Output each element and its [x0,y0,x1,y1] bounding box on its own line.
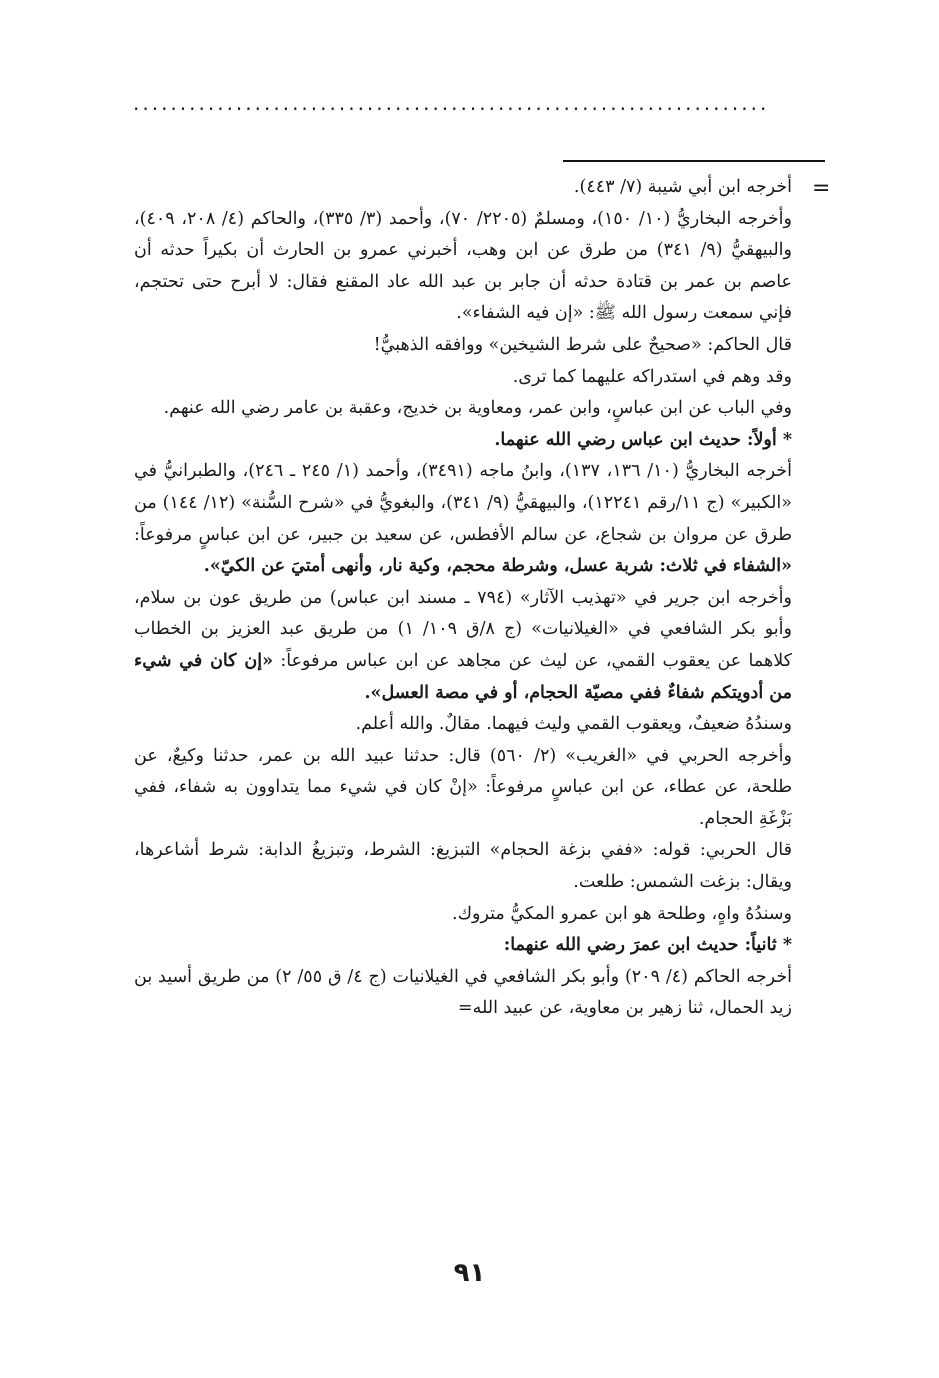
paragraph: وسندُهُ واهٍ، وطلحة هو ابن عمرو المكيُّ متروك. [452,903,792,924]
footnote-body [134,172,792,1232]
paragraph: أخرجه الحاكم (٤/ ٢٠٩) وأبو بكر الشافعي في الغيلانيات (ج ٤/ ق ٥٥/ ٢) من طريق أسيد بن زيد الحمال، ثنا زهير بن معاوية، عن عبيد الله= [134,966,792,1019]
continuation-mark: = [812,176,831,201]
hadith-text: «إن كان في شيء من أدويتكم شفاءٌ ففي مصيّة الحجام، أو في مصة العسل». [134,650,792,703]
footnote-line: وقد وهم في استدراكه عليهما كما ترى. [512,366,792,387]
hadith-text: «الشفاء في ثلاث: شربة عسل، وشرطة محجم، وكية نار، وأنهى أمتيَ عن الكيّ». [203,556,792,577]
paragraph: وسندُهُ ضعيفٌ، ويعقوب القمي وليث فيهما. مقالٌ. والله أعلم. [355,714,792,735]
footnote-line: أخرجه ابن أبي شيبة (٧/ ٤٤٣). [573,177,792,197]
paragraph: وأخرجه الحربي في «الغريب» (٢/ ٥٦٠) قال: حدثنا عبيد الله بن عمر، حدثنا وكيعٌ، عن طلحة، عن عطاء، عن ابن عباسٍ مرفوعاً: «إنْ كان في شيء مما يتداوون به شفاء، ففي بَزْغَةِ الحجام. [134,745,792,829]
section-heading-ibn-umar: * ثانياً: حديث ابن عمرَ رضي الله عنهما: [503,935,792,956]
paragraph: قال الحربي: قوله: «ففي بزغة الحجام» التبزيغ: الشرط، وتبزيغُ الدابة: شرط أشاعرها، ويقال: بزغت الشمس: طلعت. [134,840,792,893]
footnote-rule [563,160,825,162]
page-number: ٩١ [453,1258,486,1288]
paragraph: وأخرجه ابن جرير في «تهذيب الآثار» (٧٩٤ ـ مسند ابن عباس) من طريق عون بن سلام، وأبو بكر الشافعي في «الغيلانيات» (ج ٨/ق ١٠٩/ ١) من طريق عبد العزيز بن الخطاب كلاهما عن يعقوب القمي، عن ليث عن مجاهد عن ابن عباس مرفوعاً: «إن كان في شيء من أدويتكم شفاءٌ ففي مصيّة الحجام، أو في مصة العسل». [134,587,792,703]
paragraph: أخرجه البخاريُّ (١٠/ ١٣٦، ١٣٧)، وابنُ ماجه (٣٤٩١)، وأحمد (١/ ٢٤٥ ـ ٢٤٦)، والطبرانيُّ في «الكبير» (ج ١١/رقم ١٢٢٤١)، والبيهقيُّ (٩/ ٣٤١)، والبغويُّ في «شرح السُّنة» (١٢/ ١٤٤) من طرق عن مروان بن شجاع، عن سالم الأفطس، عن سعيد بن جبير، عن ابن عباسٍ مرفوعاً: «الشفاء في ثلاث: شربة عسل، وشرطة محجم، وكية نار، وأنهى أمتيَ عن الكيّ». [134,461,792,577]
section-heading-ibn-abbas: * أولاً: حديث ابن عباس رضي الله عنهما. [494,429,792,450]
footnote-line: قال الحاكم: «صحيحٌ على شرط الشيخين» ووافقه الذهبيُّ! [373,334,792,355]
footnote-line: وأخرجه البخاريُّ (١٠/ ١٥٠)، ومسلمٌ (٢٢٠٥/ ٧٠)، وأحمد (٣/ ٣٣٥)، والحاكم (٤/ ٢٠٨، ٤٠٩)، والبيهقيُّ (٩/ ٣٤١) من طرق عن ابن وهب، أخبرني عمرو بن الحارث أن بكيراً حدثه أن عاصم بن عمر بن قتادة حدثه أن جابر بن عبد الله عاد المقنع فقال: لا أبرح حتى تحتجم، فإني سمعت رسول الله ﷺ: «إن فيه الشفاء». [134,208,792,324]
top-dotted-separator: .................................................................... [133,96,770,110]
footnote-line: وفي الباب عن ابن عباسٍ، وابن عمر، ومعاوية بن خديج، وعقبة بن عامر رضي الله عنهم. [163,398,792,419]
